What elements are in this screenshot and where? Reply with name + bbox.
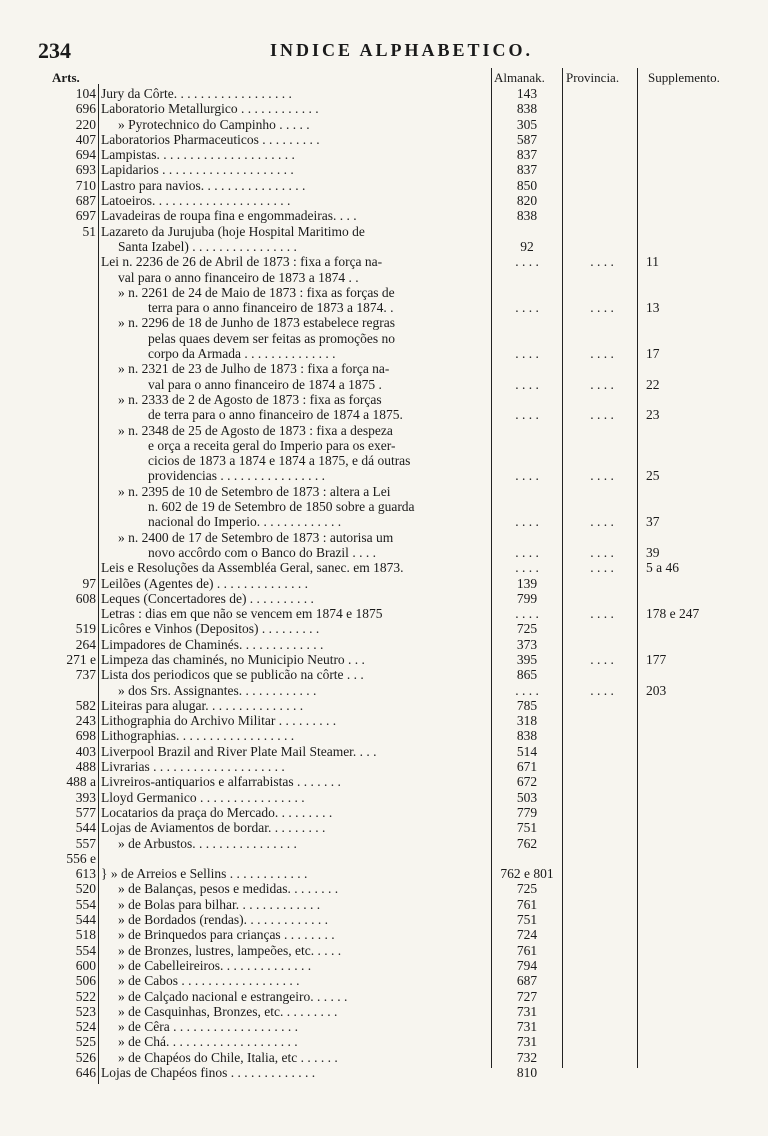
almanak-page: 820	[516, 193, 538, 209]
article-number: 646	[75, 1065, 96, 1080]
article-number: 710	[75, 177, 96, 193]
entry-description: Lithographias. . . . . . . . . . . . . . . . . .	[101, 728, 295, 744]
article-number: 524	[75, 1019, 96, 1035]
provincia-page: . . . .	[590, 651, 614, 667]
index-row	[0, 897, 768, 912]
entry-description: Limpadores de Chaminés. . . . . . . . . . . . .	[101, 636, 324, 652]
supplemento-page: 39	[646, 544, 660, 560]
index-row	[0, 453, 768, 468]
entry-description: Limpeza das chaminés, no Municipio Neutro . . .	[101, 651, 365, 667]
article-number: 693	[75, 162, 96, 178]
entry-description: Lapidarios . . . . . . . . . . . . . . . . . . . .	[101, 162, 294, 178]
entry-description: » n. 2395 de 10 de Setembro de 1873 : altera a Lei	[118, 483, 391, 499]
almanak-page: 725	[516, 621, 538, 637]
index-row	[0, 698, 768, 713]
index-row	[0, 927, 768, 942]
index-row	[0, 683, 768, 698]
article-number: 613	[75, 866, 96, 882]
index-row	[0, 484, 768, 499]
article-number: 696	[75, 101, 96, 117]
index-row	[0, 438, 768, 453]
supplemento-page: 17	[646, 346, 660, 362]
almanak-page: 671	[516, 759, 538, 775]
supplemento-page: 203	[646, 682, 667, 698]
almanak-page: 143	[516, 86, 538, 101]
article-number: 600	[75, 957, 96, 973]
index-row	[0, 759, 768, 774]
entry-description: novo accôrdo com o Banco do Brazil . . . .	[148, 544, 376, 560]
index-row	[0, 866, 768, 881]
article-number: 582	[75, 697, 96, 713]
entry-description: Lojas de Chapéos finos . . . . . . . . . . . . .	[101, 1065, 316, 1080]
almanak-page: 318	[516, 713, 538, 729]
almanak-page: . . . .	[515, 254, 539, 270]
article-number: 522	[75, 988, 96, 1004]
supplemento-page: 178 e 247	[646, 606, 700, 622]
index-row	[0, 713, 768, 728]
article-number: 488 a	[66, 774, 96, 790]
almanak-page: 92	[520, 238, 534, 254]
index-row	[0, 285, 768, 300]
article-number: 557	[75, 835, 96, 851]
almanak-page: 785	[516, 697, 538, 713]
almanak-page: 732	[516, 1049, 538, 1065]
index-row	[0, 193, 768, 208]
almanak-page: . . . .	[515, 544, 539, 560]
index-row	[0, 361, 768, 376]
index-row	[0, 545, 768, 560]
index-row	[0, 1050, 768, 1065]
index-row	[0, 392, 768, 407]
article-number: 271 e	[66, 651, 96, 667]
index-row	[0, 820, 768, 835]
index-row	[0, 621, 768, 636]
almanak-page: . . . .	[515, 300, 539, 316]
article-number: 544	[75, 820, 96, 836]
index-row	[0, 224, 768, 239]
index-row	[0, 667, 768, 682]
entry-description: nacional do Imperio. . . . . . . . . . . . .	[148, 514, 342, 530]
entry-description: » de Bordados (rendas). . . . . . . . . . . . .	[118, 912, 328, 928]
entry-description: n. 602 de 19 de Setembro de 1850 sobre a guarda	[148, 499, 415, 515]
entry-description: » de Cabelleireiros. . . . . . . . . . . . . .	[118, 957, 312, 973]
almanak-page: . . . .	[515, 376, 539, 392]
entry-description: » dos Srs. Assignantes. . . . . . . . . . . .	[118, 682, 317, 698]
index-row	[0, 178, 768, 193]
article-number: 519	[75, 621, 96, 637]
almanak-page: 810	[516, 1065, 538, 1080]
index-row	[0, 423, 768, 438]
almanak-page: 761	[516, 896, 538, 912]
index-row	[0, 1065, 768, 1080]
article-number: 523	[75, 1003, 96, 1019]
index-row	[0, 377, 768, 392]
entry-description: » de Balanças, pesos e medidas. . . . . . . .	[118, 881, 339, 897]
column-header-arts: Arts.	[52, 70, 80, 85]
index-row	[0, 591, 768, 606]
index-row	[0, 270, 768, 285]
almanak-page: . . . .	[515, 407, 539, 423]
entry-description: val para o anno financeiro de 1873 a 1874 . .	[118, 269, 359, 285]
almanak-page: 725	[516, 881, 538, 897]
article-number: 554	[75, 942, 96, 958]
page-title: INDICE ALPHABETICO.	[270, 40, 534, 60]
entry-description: » de Bolas para bilhar. . . . . . . . . . . . .	[118, 896, 321, 912]
entry-description: » de Chá. . . . . . . . . . . . . . . . . . . .	[118, 1034, 298, 1050]
article-number: 51	[82, 223, 96, 239]
almanak-page: 751	[516, 912, 538, 928]
entry-description: Livreiros-antiquarios e alfarrabistas . . . . . . .	[101, 774, 341, 790]
provincia-page: . . . .	[590, 606, 614, 622]
index-row	[0, 881, 768, 896]
column-header-provincia: Provincia.	[566, 70, 620, 85]
entry-description: Liteiras para alugar. . . . . . . . . . . . . . .	[101, 697, 304, 713]
entry-description: » de Cabos . . . . . . . . . . . . . . . . . .	[118, 973, 300, 989]
entry-description: providencias . . . . . . . . . . . . . . . .	[148, 468, 325, 484]
almanak-page: 395	[516, 651, 538, 667]
entry-description: terra para o anno financeiro de 1873 a 1874. .	[148, 300, 394, 316]
almanak-page: 838	[516, 728, 538, 744]
column-header-almanak: Almanak.	[494, 70, 545, 85]
entry-description: Letras : dias em que não se vencem em 1874 e 1875	[101, 606, 383, 622]
index-row	[0, 300, 768, 315]
index-row	[0, 1004, 768, 1019]
article-number: 104	[75, 86, 96, 101]
supplemento-page: 11	[646, 254, 659, 270]
almanak-page: 139	[516, 575, 538, 591]
article-number: 694	[75, 147, 96, 163]
article-number: 698	[75, 728, 96, 744]
index-row	[0, 132, 768, 147]
index-row	[0, 912, 768, 927]
entry-description: e orça a receita geral do Imperio para os exer-	[148, 437, 396, 453]
entry-description: Leques (Concertadores de) . . . . . . . . . .	[101, 590, 314, 606]
almanak-page: 837	[516, 162, 538, 178]
index-row	[0, 728, 768, 743]
article-number: 220	[75, 116, 96, 132]
index-row	[0, 576, 768, 591]
provincia-page: . . . .	[590, 560, 614, 576]
article-number: 403	[75, 743, 96, 759]
entry-description: Lojas de Aviamentos de bordar. . . . . . . . .	[101, 820, 326, 836]
almanak-page: 838	[516, 208, 538, 224]
entry-description: » de Calçado nacional e estrangeiro. . . . . .	[118, 988, 348, 1004]
supplemento-page: 177	[646, 651, 667, 667]
index-row	[0, 805, 768, 820]
index-row	[0, 836, 768, 851]
almanak-page: 727	[516, 988, 538, 1004]
entry-description: » de Cêra . . . . . . . . . . . . . . . . . . .	[118, 1019, 298, 1035]
index-row	[0, 774, 768, 789]
entry-description: cicios de 1873 a 1874 e 1874 a 1875, e dá outras	[148, 453, 411, 469]
index-row	[0, 499, 768, 514]
article-number: 506	[75, 973, 96, 989]
article-number: 526	[75, 1049, 96, 1065]
article-number: 518	[75, 927, 96, 943]
entry-description: Latoeiros. . . . . . . . . . . . . . . . . . . . .	[101, 193, 291, 209]
supplemento-page: 37	[646, 514, 660, 530]
entry-description: Lampistas. . . . . . . . . . . . . . . . . . . . .	[101, 147, 295, 163]
entry-description: Locatarios da praça do Mercado. . . . . . . . .	[101, 804, 333, 820]
entry-description: » de Casquinhas, Bronzes, etc. . . . . . . . .	[118, 1003, 338, 1019]
article-number: 407	[75, 131, 96, 147]
almanak-page: 503	[516, 789, 538, 805]
entry-description: Lloyd Germanico . . . . . . . . . . . . . . . .	[101, 789, 305, 805]
entry-description: de terra para o anno financeiro de 1874 a 1875.	[148, 407, 403, 423]
page-number: 234	[38, 38, 71, 63]
almanak-page: 687	[516, 973, 538, 989]
entry-description: Laboratorio Metallurgico . . . . . . . . . . . .	[101, 101, 319, 117]
article-number: 264	[75, 636, 96, 652]
entry-description: Licôres e Vinhos (Depositos) . . . . . . . . .	[101, 621, 320, 637]
index-row	[0, 851, 768, 866]
supplemento-page: 25	[646, 468, 660, 484]
article-number: 608	[75, 590, 96, 606]
index-row	[0, 1019, 768, 1034]
index-row	[0, 1034, 768, 1049]
index-row	[0, 117, 768, 132]
almanak-page: 731	[516, 1019, 538, 1035]
almanak-page: 850	[516, 177, 538, 193]
almanak-page: 761	[516, 942, 538, 958]
entry-description: Leis e Resoluções da Assembléa Geral, sanec. em 1873.	[101, 560, 404, 576]
provincia-page: . . . .	[590, 300, 614, 316]
almanak-page: 794	[516, 957, 538, 973]
almanak-page: 762	[516, 835, 538, 851]
article-number: 243	[75, 713, 96, 729]
index-row	[0, 989, 768, 1004]
entry-description: Laboratorios Pharmaceuticos . . . . . . . . .	[101, 131, 320, 147]
index-row	[0, 958, 768, 973]
supplemento-page: 22	[646, 376, 660, 392]
article-number: 697	[75, 208, 96, 224]
index-row	[0, 790, 768, 805]
index-row	[0, 606, 768, 621]
entry-description: Lavadeiras de roupa fina e engommadeiras. . . .	[101, 208, 357, 224]
index-row	[0, 407, 768, 422]
provincia-page: . . . .	[590, 468, 614, 484]
supplemento-page: 5 a 46	[646, 560, 679, 576]
almanak-page: 731	[516, 1003, 538, 1019]
index-row	[0, 514, 768, 529]
supplemento-page: 13	[646, 300, 660, 316]
index-row	[0, 637, 768, 652]
almanak-page: . . . .	[515, 514, 539, 530]
entry-description: » Pyrotechnico do Campinho . . . . .	[118, 116, 310, 132]
provincia-page: . . . .	[590, 544, 614, 560]
entry-description: corpo da Armada . . . . . . . . . . . . . .	[148, 346, 336, 362]
entry-description: » n. 2348 de 25 de Agosto de 1873 : fixa a despeza	[118, 422, 393, 438]
article-number: 520	[75, 881, 96, 897]
article-number: 737	[75, 667, 96, 683]
entry-description: } » de Arreios e Sellins . . . . . . . . . . . .	[101, 866, 308, 882]
article-number: 577	[75, 804, 96, 820]
almanak-page: 672	[516, 774, 538, 790]
column-header-supplemento: Supplemento.	[648, 70, 720, 85]
index-row	[0, 744, 768, 759]
almanak-page: 373	[516, 636, 538, 652]
index-row	[0, 208, 768, 223]
almanak-page: . . . .	[515, 682, 539, 698]
index-row	[0, 101, 768, 116]
provincia-page: . . . .	[590, 376, 614, 392]
almanak-page: 762 e 801	[500, 866, 554, 882]
article-number: 687	[75, 193, 96, 209]
almanak-page: . . . .	[515, 346, 539, 362]
index-row	[0, 346, 768, 361]
index-row	[0, 973, 768, 988]
almanak-page: 779	[516, 804, 538, 820]
article-number: 97	[82, 575, 96, 591]
almanak-page: 865	[516, 667, 538, 683]
almanak-page: 837	[516, 147, 538, 163]
almanak-page: . . . .	[515, 560, 539, 576]
index-row	[0, 331, 768, 346]
almanak-page: 838	[516, 101, 538, 117]
almanak-page: . . . .	[515, 468, 539, 484]
supplemento-page: 23	[646, 407, 660, 423]
index-row	[0, 560, 768, 575]
entry-description: » n. 2333 de 2 de Agosto de 1873 : fixa as forças	[118, 391, 382, 407]
index-row	[0, 468, 768, 483]
almanak-page: . . . .	[515, 606, 539, 622]
almanak-page: 305	[516, 116, 538, 132]
index-row	[0, 943, 768, 958]
article-number: 554	[75, 896, 96, 912]
index-row	[0, 315, 768, 330]
almanak-page: 731	[516, 1034, 538, 1050]
entry-description: » n. 2296 de 18 de Junho de 1873 estabelece regras	[118, 315, 396, 331]
entry-description: Lazareto da Jurujuba (hoje Hospital Maritimo de	[101, 223, 365, 239]
entry-description: » de Bronzes, lustres, lampeões, etc. . . . .	[118, 942, 342, 958]
entry-description: » n. 2321 de 23 de Julho de 1873 : fixa a força na-	[118, 361, 390, 377]
entry-description: » n. 2261 de 24 de Maio de 1873 : fixa as forças de	[118, 284, 395, 300]
article-number: 488	[75, 759, 96, 775]
entry-description: pelas quaes devem ser feitas as promoções no	[148, 330, 396, 346]
index-row	[0, 652, 768, 667]
entry-description: Santa Izabel) . . . . . . . . . . . . . . . .	[118, 238, 297, 254]
index-row	[0, 254, 768, 269]
entry-description: » de Brinquedos para crianças . . . . . . . .	[118, 927, 335, 943]
entry-description: Liverpool Brazil and River Plate Mail Steamer. . . .	[101, 743, 377, 759]
index-table	[0, 86, 768, 1080]
almanak-page: 751	[516, 820, 538, 836]
provincia-page: . . . .	[590, 682, 614, 698]
article-number: 544	[75, 912, 96, 928]
entry-description: Jury da Côrte. . . . . . . . . . . . . . . . . .	[101, 86, 292, 101]
entry-description: Leilões (Agentes de) . . . . . . . . . . . . . .	[101, 575, 308, 591]
entry-description: Lastro para navios. . . . . . . . . . . . . . . .	[101, 177, 306, 193]
provincia-page: . . . .	[590, 254, 614, 270]
index-row	[0, 86, 768, 101]
almanak-page: 799	[516, 590, 538, 606]
index-row	[0, 147, 768, 162]
article-number: 556 e	[66, 850, 96, 866]
article-number: 393	[75, 789, 96, 805]
entry-description: » de Arbustos. . . . . . . . . . . . . . . .	[118, 835, 297, 851]
provincia-page: . . . .	[590, 407, 614, 423]
entry-description: » de Chapéos do Chile, Italia, etc . . . . . .	[118, 1049, 338, 1065]
entry-description: Lista dos periodicos que se publicão na côrte . . .	[101, 667, 364, 683]
entry-description: Livrarias . . . . . . . . . . . . . . . . . . . .	[101, 759, 285, 775]
almanak-page: 587	[516, 131, 538, 147]
entry-description: Lei n. 2236 de 26 de Abril de 1873 : fixa a força na-	[101, 254, 383, 270]
provincia-page: . . . .	[590, 346, 614, 362]
index-row	[0, 162, 768, 177]
almanak-page: 724	[516, 927, 538, 943]
index-row	[0, 239, 768, 254]
index-row	[0, 530, 768, 545]
entry-description: Lithographia do Archivo Militar . . . . . . . . .	[101, 713, 337, 729]
article-number: 525	[75, 1034, 96, 1050]
almanak-page: 514	[516, 743, 538, 759]
entry-description: » n. 2400 de 17 de Setembro de 1873 : autorisa um	[118, 529, 394, 545]
entry-description: val para o anno financeiro de 1874 a 1875 .	[148, 376, 382, 392]
provincia-page: . . . .	[590, 514, 614, 530]
